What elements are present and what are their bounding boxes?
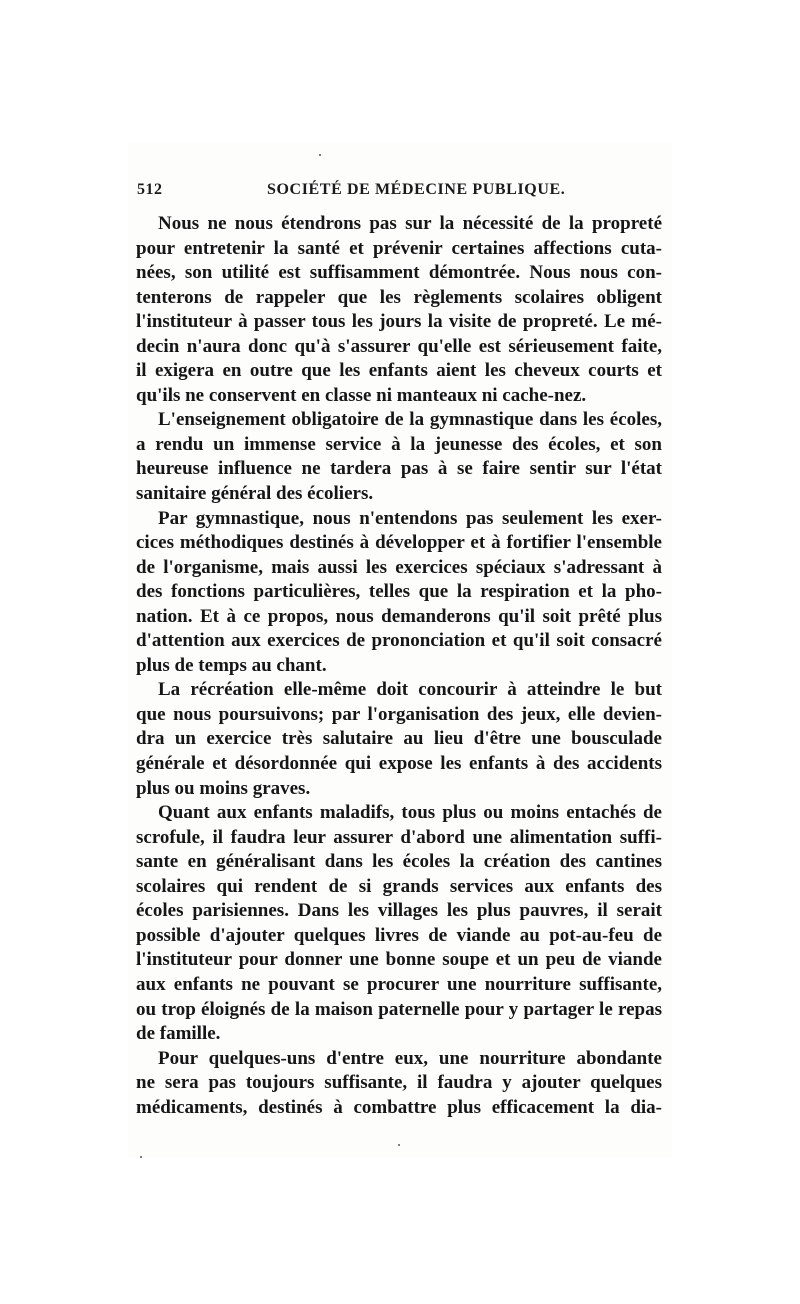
text-line: que nous poursuivons; par l'organisation des jeux, elle devien- [136,703,662,725]
text-line: médicaments, destinés à combattre plus efficacement la dia- [136,1096,662,1118]
text-line: Nous ne nous étendrons pas sur la nécessité de la propreté [158,213,662,234]
text-line: l'instituteur à passer tous les jours la visite de propreté. Le mé- [136,311,662,333]
paragraph [136,212,662,408]
text-line: d'attention aux exercices de prononciation et qu'il soit consacré [136,630,662,652]
text-line: de l'organisme, mais aussi les exercices spéciaux s'adressant à [136,556,662,578]
paragraph [136,1047,662,1121]
paragraph [136,507,662,679]
text-line: qu'ils ne conservent en classe ni manteaux ni cache-nez. [136,384,587,406]
text-line: des fonctions particulières, telles que la respiration et la pho- [136,581,662,603]
text-line: sante en généralisant dans les écoles la création des cantines [136,851,662,873]
text-line: de famille. [136,1023,221,1045]
running-title: SOCIÉTÉ DE MÉDECINE PUBLIQUE. [267,181,566,198]
text-line: plus ou moins graves. [136,777,311,799]
scan-speck [319,154,321,156]
text-line: nation. Et à ce propos, nous demanderons qu'il soit prêté plus [136,605,662,627]
text-line: scrofule, il faudra leur assurer d'abord une alimentation suffi- [136,826,662,848]
text-line: Pour quelques-uns d'entre eux, une nourriture abondante [158,1047,662,1069]
text-line: générale et désordonnée qui expose les enfants à des accidents [136,753,662,775]
text-line: ne sera pas toujours suffisante, il faudra y ajouter quelques [136,1072,662,1094]
text-line: heureuse influence ne tardera pas à se faire sentir sur l'état [136,458,662,480]
body-text [136,212,662,1120]
text-line: écoles parisiennes. Dans les villages les plus pauvres, il serait [136,900,662,922]
text-line: cices méthodiques destinés à développer et à fortifier l'ensemble [136,532,662,554]
scan-speck [398,1144,400,1146]
text-line: pour entretenir la santé et prévenir certaines affections cuta- [136,237,662,259]
text-line: sanitaire général des écoliers. [136,483,374,505]
paragraph [136,801,662,1046]
text-line: L'enseignement obligatoire de la gymnastique dans les écoles, [158,409,662,431]
page-header [137,181,647,207]
text-line: l'instituteur pour donner une bonne soupe et un peu de viande [136,949,662,971]
text-line: plus de temps au chant. [136,654,327,676]
text-line: nées, son utilité est suffisamment démontrée. Nous nous con- [136,262,662,284]
text-line: scolaires qui rendent de si grands services aux enfants des [136,875,662,897]
text-line: il exigera en outre que les enfants aient les cheveux courts et [136,360,662,382]
page-number: 512 [137,181,163,198]
text-line: possible d'ajouter quelques livres de viande au pot-au-feu de [136,924,662,946]
text-line: tenterons de rappeler que les règlements scolaires obligent [136,286,662,308]
text-line: dra un exercice très salutaire au lieu d'être une bousculade [136,728,662,750]
scan-speck [140,1156,142,1158]
text-line: Par gymnastique, nous n'entendons pas seulement les exer- [158,507,662,529]
text-line: decin n'aura donc qu'à s'assurer qu'elle est sérieusement faite, [136,335,662,357]
text-line: Quant aux enfants maladifs, tous plus ou moins entachés de [158,802,662,824]
book-page [128,143,672,1158]
paragraph [136,678,662,801]
text-line: a rendu un immense service à la jeunesse des écoles, et son [136,433,662,455]
text-line: aux enfants ne pouvant se procurer une nourriture suffisante, [136,973,662,995]
paragraph [136,408,662,506]
text-line: ou trop éloignés de la maison paternelle pour y partager le repas [136,998,662,1020]
text-line: La récréation elle-même doit concourir à atteindre le but [158,679,662,701]
